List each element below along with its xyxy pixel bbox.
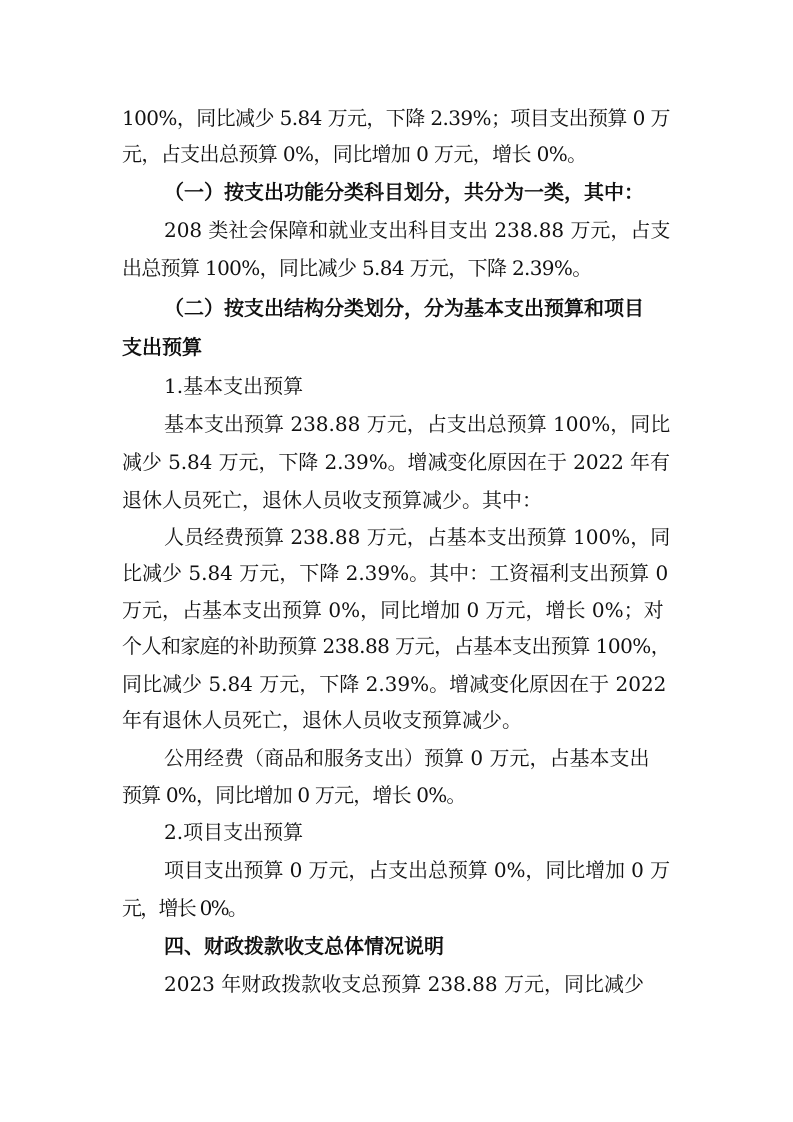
body-line: 元，占支出总预算 0%，同比增加 0 万元，增长 0%。 bbox=[122, 142, 587, 166]
body-line: 出总预算 100%，同比减少 5.84 万元，下降 2.39%。 bbox=[122, 256, 592, 280]
body-line: 个人和家庭的补助预算 238.88 万元，占基本支出预算 100%， bbox=[122, 634, 671, 658]
body-line: 100%，同比减少 5.84 万元，下降 2.39%；项目支出预算 0 万 bbox=[122, 106, 670, 130]
body-line: 基本支出预算 238.88 万元，占支出总预算 100%，同比 bbox=[164, 412, 671, 436]
body-line: 退休人员死亡，退休人员收支预算减少。其中： bbox=[122, 488, 542, 512]
body-line: 预算 0%，同比增加 0 万元，增长 0%。 bbox=[122, 783, 466, 807]
body-line: 同比减少 5.84 万元，下降 2.39%。增减变化原因在于 2022 bbox=[122, 672, 667, 696]
body-line: 年有退休人员死亡，退休人员收支预算减少。 bbox=[122, 708, 522, 732]
subheading: 2.项目支出预算 bbox=[164, 820, 304, 844]
body-line: 万元，占基本支出预算 0%，同比增加 0 万元，增长 0%；对 bbox=[122, 598, 664, 622]
body-line: 2023 年财政拨款收支总预算 238.88 万元，同比减少 bbox=[164, 972, 644, 996]
body-line: 项目支出预算 0 万元，占支出总预算 0%，同比增加 0 万 bbox=[164, 858, 670, 882]
body-line: 公用经费（商品和服务支出）预算 0 万元，占基本支出 bbox=[164, 746, 650, 770]
body-line: 比减少 5.84 万元，下降 2.39%。其中：工资福利支出预算 0 bbox=[122, 561, 669, 585]
section-heading-4: 四、财政拨款收支总体情况说明 bbox=[164, 934, 444, 958]
subheading: 1.基本支出预算 bbox=[164, 374, 304, 398]
body-line: 208 类社会保障和就业支出科目支出 238.88 万元，占支 bbox=[164, 218, 671, 242]
section-heading-1: （一）按支出功能分类科目划分，共分为一类，其中： bbox=[164, 180, 644, 204]
body-line: 元，增长 0%。 bbox=[122, 896, 247, 920]
section-heading-2-cont: 支出预算 bbox=[122, 335, 202, 359]
section-heading-2: （二）按支出结构分类划分，分为基本支出预算和项目 bbox=[164, 296, 644, 320]
body-line: 减少 5.84 万元，下降 2.39%。增减变化原因在于 2022 年有 bbox=[122, 450, 670, 474]
body-line: 人员经费预算 238.88 万元，占基本支出预算 100%，同 bbox=[164, 525, 671, 549]
